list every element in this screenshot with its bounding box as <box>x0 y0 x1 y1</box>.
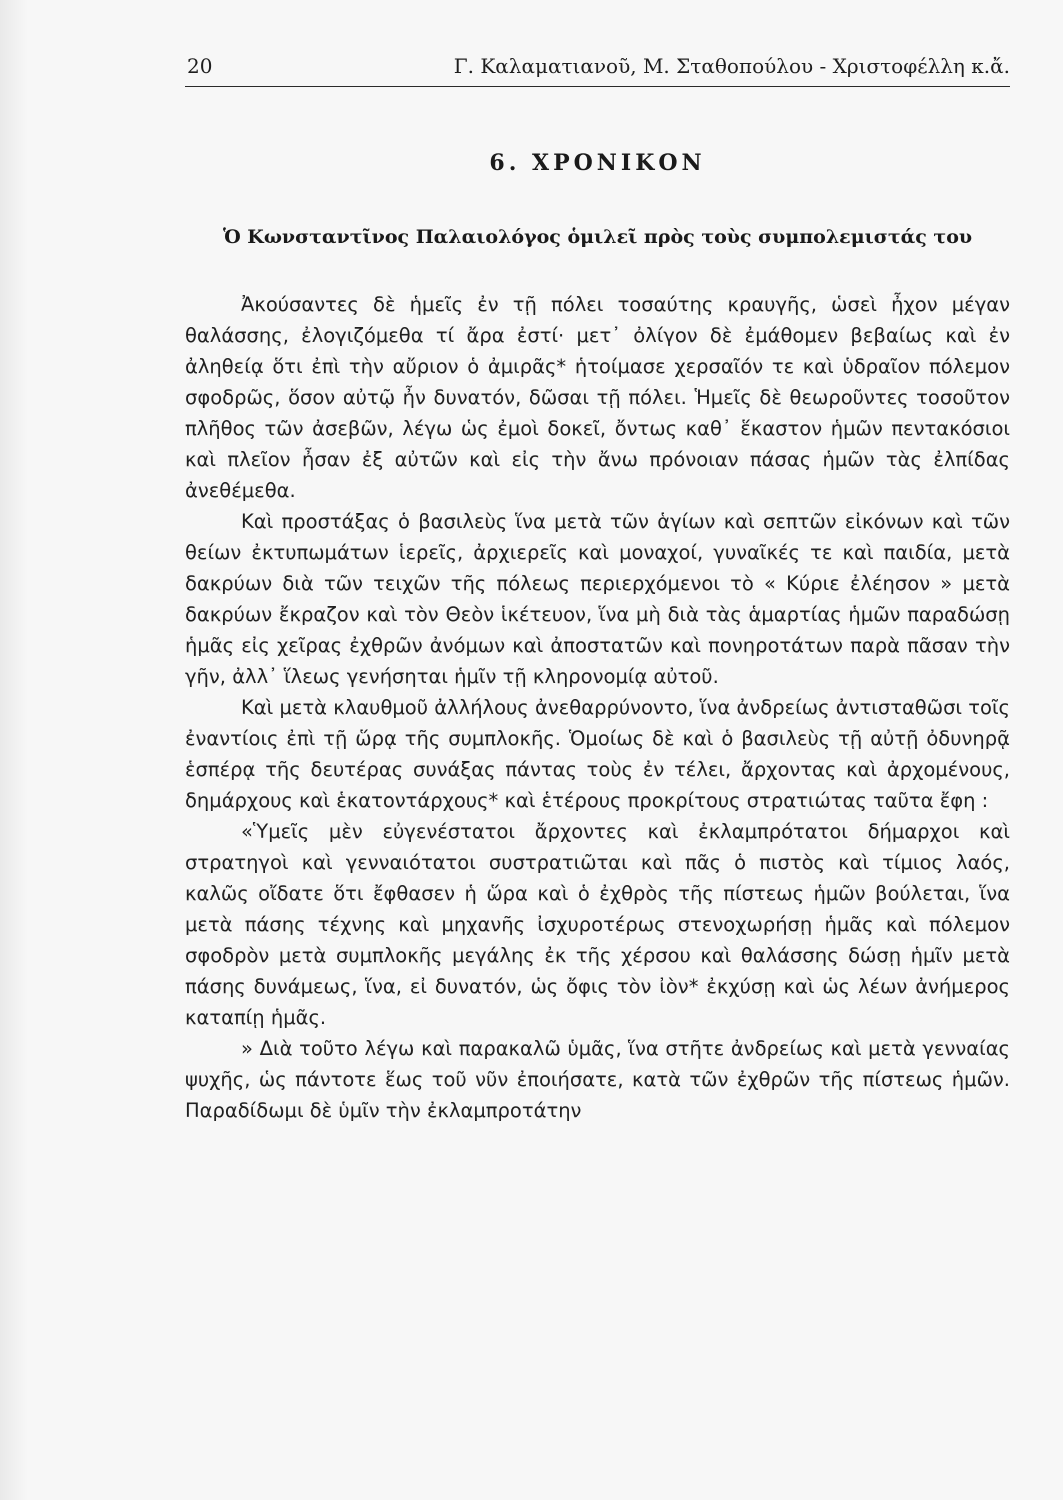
paragraph: » Διὰ τοῦτο λέγω καὶ παρακαλῶ ὑμᾶς, ἵνα στῆτε ἀνδρείως καὶ μετὰ γενναίας ψυχῆς, ὡς πάντοτε ἕως τοῦ νῦν ἐποιήσατε, κατὰ τῶν ἐχθρῶν τῆς πίστεως ἡμῶν. Παραδίδωμι δὲ ὑμῖν τὴν ἐκλαμπροτάτην <box>185 1037 1010 1122</box>
paragraph: Ἀκούσαντες δὲ ἡμεῖς ἐν τῇ πόλει τοσαύτης κραυγῆς, ὡσεὶ ἦχον μέγαν θαλάσσης, ἐλογιζόμεθα τί ἄρα ἐστί· μετ᾽ ὀλίγον δὲ ἐμάθομεν βεβαίως καὶ ἐν ἀληθείᾳ ὅτι ἐπὶ τὴν αὔριον ὁ ἀμιρᾶς* ἡτοίμασε χερσαῖόν τε καὶ ὑδραῖον πόλεμον σφοδρῶς, ὅσον αὐτῷ ἦν δυνατόν, δῶσαι τῇ πόλει. Ἡμεῖς δὲ θεωροῦντες τοσοῦτον πλῆθος τῶν ἀσεβῶν, λέγω ὡς ἐμοὶ δοκεῖ, ὄντως καθ᾽ ἕκαστον ἡμῶν πεντακόσιοι καὶ πλεῖον ἦσαν ἐξ αὐτῶν καὶ εἰς τὴν ἄνω πρόνοιαν πάσας ἡμῶν τὰς ἐλπίδας ἀνεθέμεθα. <box>185 293 1010 502</box>
page-number: 20 <box>187 54 213 78</box>
paragraph: Καὶ προστάξας ὁ βασιλεὺς ἵνα μετὰ τῶν ἁγίων καὶ σεπτῶν εἰκόνων καὶ τῶν θείων ἐκτυπωμάτων ἱερεῖς, ἀρχιερεῖς καὶ μοναχοί, γυναῖκές τε καὶ παιδία, μετὰ δακρύων διὰ τῶν τειχῶν τῆς πόλεως περιερχόμενοι τὸ « Κύριε ἐλέησον » μετὰ δακρύων ἔκραζον καὶ τὸν Θεὸν ἱκέτευον, ἵνα μὴ διὰ τὰς ἁμαρτίας ἡμῶν παραδώσῃ ἡμᾶς εἰς χεῖρας ἐχθρῶν ἀνόμων καὶ ἀποστατῶν καὶ πονηροτάτων παρὰ πᾶσαν τὴν γῆν, ἀλλ᾽ ἵλεως γενήσηται ἡμῖν τῇ κληρονομίᾳ αὐτοῦ. <box>185 510 1010 688</box>
header-rule <box>185 86 1010 87</box>
body-text <box>185 289 1010 1126</box>
page-edge-shadow <box>0 0 28 1500</box>
running-head: Γ. Καλαματιανοῦ, Μ. Σταθοπούλου - Χριστοφέλλη κ.ἄ. <box>453 54 1010 78</box>
paragraph: Καὶ μετὰ κλαυθμοῦ ἀλλήλους ἀνεθαρρύνοντο, ἵνα ἀνδρείως ἀντισταθῶσι τοῖς ἐναντίοις ἐπὶ τῇ ὥρᾳ τῆς συμπλοκῆς. Ὁμοίως δὲ καὶ ὁ βασιλεὺς τῇ αὐτῇ ὀδυνηρᾷ ἑσπέρᾳ τῆς δευτέρας συνάξας πάντας τοὺς ἐν τέλει, ἄρχοντας καὶ ἀρχομένους, δημάρχους καὶ ἑκατοντάρχους* καὶ ἑτέρους προκρίτους στρατιώτας ταῦτα ἔφη : <box>185 696 1010 812</box>
paragraph: «Ὑμεῖς μὲν εὐγενέστατοι ἄρχοντες καὶ ἐκλαμπρότατοι δήμαρχοι καὶ στρατηγοὶ καὶ γενναιότατοι συστρατιῶται καὶ πᾶς ὁ πιστὸς καὶ τίμιος λαός, καλῶς οἴδατε ὅτι ἔφθασεν ἡ ὥρα καὶ ὁ ἐχθρὸς τῆς πίστεως ἡμῶν βούλεται, ἵνα μετὰ πάσης τέχνης καὶ μηχανῆς ἰσχυροτέρως στενοχωρήσῃ ἡμᾶς καὶ πόλεμον σφοδρὸν μετὰ συμπλοκῆς μεγάλης ἐκ τῆς χέρσου καὶ θαλάσσης δώσῃ ἡμῖν μετὰ πάσης δυνάμεως, ἵνα, εἰ δυνατόν, ὡς ὄφις τὸν ἰὸν* ἐκχύσῃ καὶ ὡς λέων ἀνήμερος καταπίῃ ἡμᾶς. <box>185 820 1010 1029</box>
page-header <box>185 46 1010 86</box>
section-heading: 6. ΧΡΟΝΙΚΟΝ <box>489 150 706 176</box>
section-subheading: Ὁ Κωνσταντῖνος Παλαιολόγος ὁμιλεῖ πρὸς τοὺς συμπολεμιστάς του <box>222 226 973 248</box>
